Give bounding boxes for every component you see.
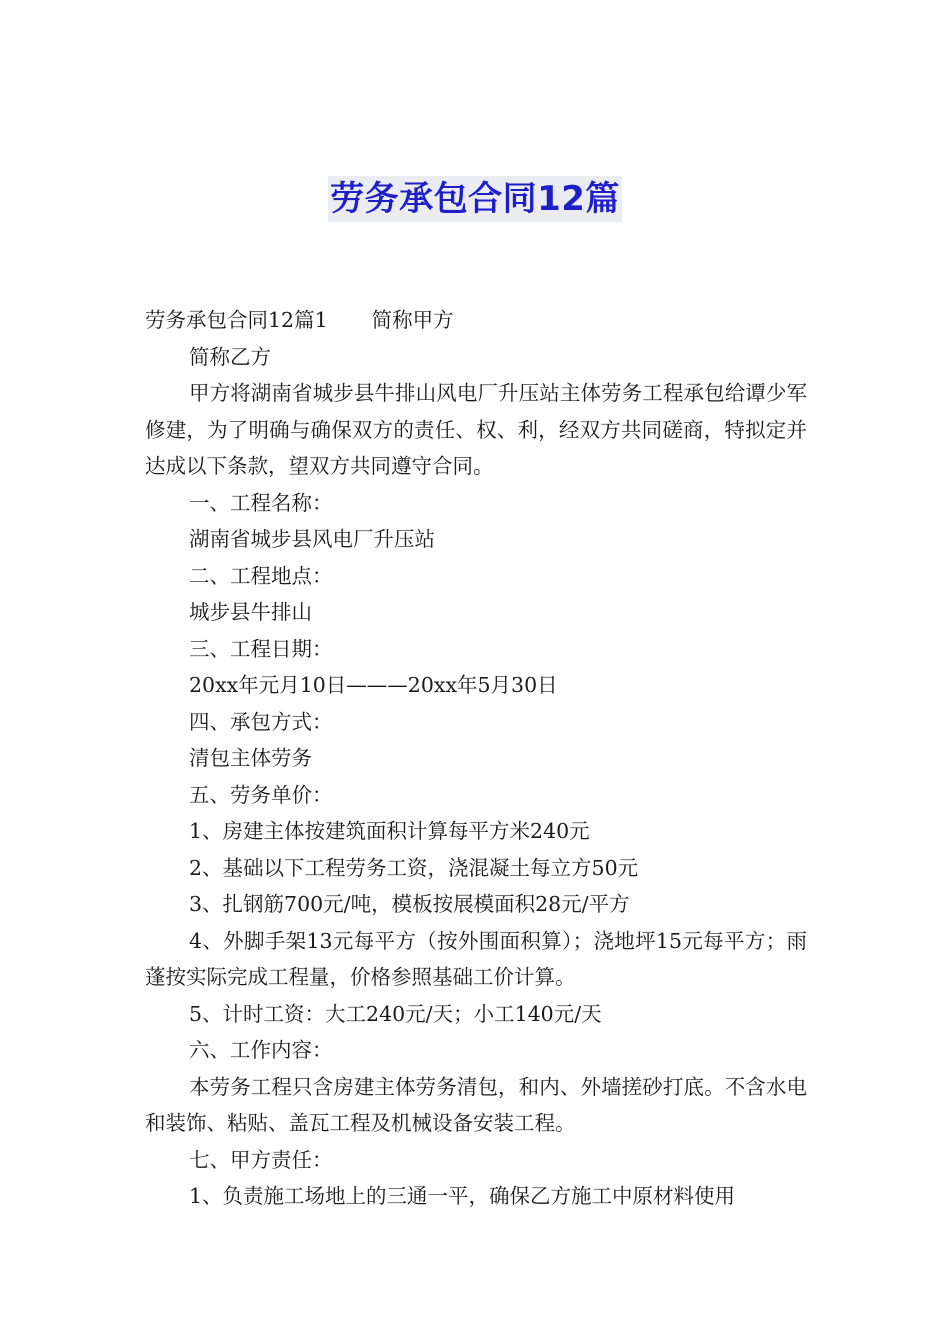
section-heading-party-a-duties: 七、甲方责任： bbox=[189, 1147, 333, 1172]
contract-method-value: 清包主体劳务 bbox=[189, 746, 312, 770]
unit-price-item-4: 4、外脚手架13元每平方（按外围面积算）；浇地坪15元每平方；雨蓬按实际完成工程量，价格参照基础工价计算。 bbox=[145, 928, 807, 989]
section-heading-project-location: 二、工程地点： bbox=[189, 563, 333, 588]
unit-price-item-2: 2、基础以下工程劳务工资，浇混凝土每立方50元 bbox=[189, 855, 639, 880]
project-name-value: 湖南省城步县风电厂升压站 bbox=[189, 527, 435, 551]
unit-price-item-1: 1、房建主体按建筑面积计算每平方米240元 bbox=[189, 819, 590, 843]
document-title: 劳务承包合同12篇 bbox=[328, 176, 622, 222]
party-a-label: 简称甲方 bbox=[371, 308, 454, 332]
section-heading-project-dates: 三、工程日期： bbox=[189, 636, 333, 661]
project-dates-value: 20xx年元月10日———20xx年5月30日 bbox=[189, 673, 558, 697]
contract-heading-line bbox=[145, 302, 807, 339]
project-location-value: 城步县牛排山 bbox=[189, 600, 312, 624]
section-heading-unit-price: 五、劳务单价： bbox=[189, 782, 333, 807]
work-content-paragraph: 本劳务工程只含房建主体劳务清包，和内、外墙搓砂打底。不含水电和装饰、粘贴、盖瓦工程及机械设备安装工程。 bbox=[145, 1074, 807, 1135]
title-container bbox=[0, 176, 950, 222]
contract-heading: 劳务承包合同12篇1 bbox=[145, 308, 328, 332]
intro-paragraph: 甲方将湖南省城步县牛排山风电厂升压站主体劳务工程承包给谭少军修建，为了明确与确保双方的责任、权、利，经双方共同磋商，特拟定并达成以下条款，望双方共同遵守合同。 bbox=[145, 381, 807, 478]
section-heading-contract-method: 四、承包方式： bbox=[189, 709, 333, 734]
document-body bbox=[145, 302, 807, 1215]
party-b-label: 简称乙方 bbox=[189, 344, 271, 369]
unit-price-item-3: 3、扎钢筋700元/吨，模板按展模面积28元/平方 bbox=[189, 892, 630, 916]
section-heading-project-name: 一、工程名称： bbox=[189, 490, 333, 515]
party-a-duty-item-1: 1、负责施工场地上的三通一平，确保乙方施工中原材料使用 bbox=[189, 1184, 736, 1208]
section-heading-work-content: 六、工作内容： bbox=[189, 1038, 333, 1062]
unit-price-item-5: 5、计时工资：大工240元/天；小工140元/天 bbox=[189, 1001, 602, 1026]
